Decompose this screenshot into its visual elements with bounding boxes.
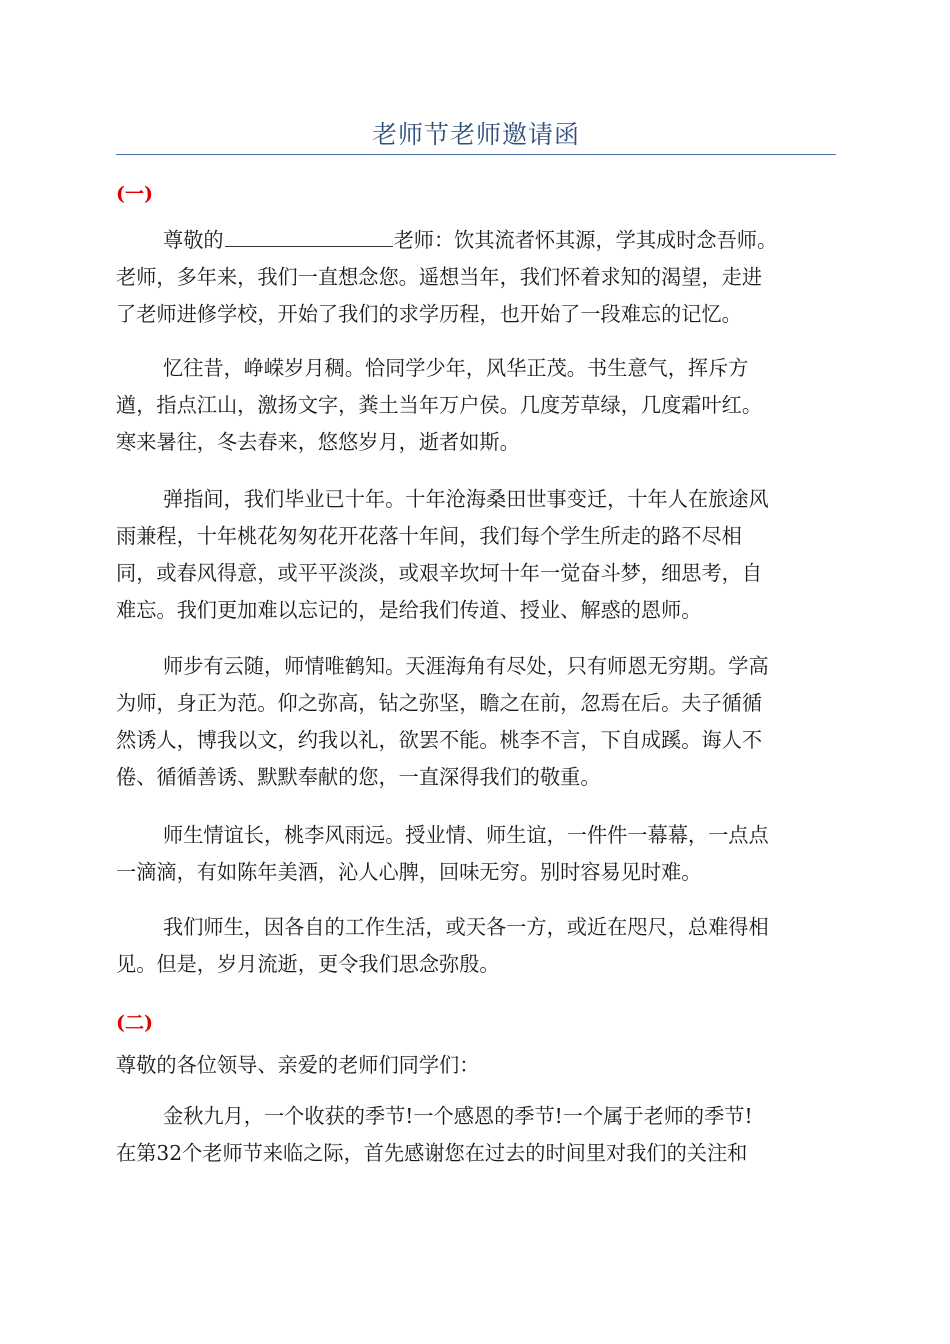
paragraph-line: [116, 222, 836, 259]
section-heading-1: (一): [116, 183, 153, 205]
paragraph-line: 为师，身正为范。仰之弥高，钻之弥坚，瞻之在前，忽焉在后。夫子循循: [116, 691, 763, 715]
paragraph-line: 倦、循循善诱、默默奉献的您，一直深得我们的敬重。: [116, 765, 601, 789]
salutation-rest: 老师：饮其流者怀其源，学其成时念吾师。: [393, 228, 778, 252]
salutation-2: [116, 1047, 836, 1084]
paragraph-line: 尊敬的各位领导、亲爱的老师们同学们：: [116, 1053, 480, 1077]
section-heading-2: (二): [116, 1012, 153, 1034]
paragraph-line: 了老师进修学校，开始了我们的求学历程，也开始了一段难忘的记忆。: [116, 302, 742, 326]
paragraph-line: 我们师生，因各自的工作生活，或天各一方，或近在咫尺，总难得相: [163, 915, 769, 939]
title-divider: [116, 154, 836, 155]
paragraph-line: 忆往昔，峥嵘岁月稠。恰同学少年，风华正茂。书生意气，挥斥方: [163, 356, 749, 380]
paragraph-3: [116, 481, 836, 629]
paragraph-line: 师步有云随，师情唯鹤知。天涯海角有尽处，只有师恩无穷期。学高: [163, 654, 769, 678]
paragraph-line: 雨兼程，十年桃花匆匆花开花落十年间，我们每个学生所走的路不尽相: [116, 524, 742, 548]
paragraph-7: [116, 1098, 836, 1172]
salutation-lead: 尊敬的: [163, 228, 224, 252]
paragraph-line: 难忘。我们更加难以忘记的，是给我们传道、授业、解惑的恩师。: [116, 598, 702, 622]
paragraph-line: 同，或春风得意，或平平淡淡，或艰辛坎坷十年一觉奋斗梦，细思考，自: [116, 561, 763, 585]
paragraph-line: 然诱人，博我以文，约我以礼，欲罢不能。桃李不言，下自成蹊。诲人不: [116, 728, 763, 752]
paragraph-4: [116, 648, 836, 796]
paragraph-line: 一滴滴，有如陈年美酒，沁人心脾，回味无穷。别时容易见时难。: [116, 860, 702, 884]
paragraph-1: [116, 222, 836, 333]
paragraph-5: [116, 817, 836, 891]
paragraph-6: [116, 909, 836, 983]
paragraph-line: 师生情谊长，桃李风雨远。授业情、师生谊，一件件一幕幕，一点点: [163, 823, 769, 847]
paragraph-2: [116, 350, 836, 461]
paragraph-line: 寒来暑往，冬去春来，悠悠岁月，逝者如斯。: [116, 430, 520, 454]
document-title: 老师节老师邀请函: [371, 120, 580, 149]
paragraph-line: 见。但是，岁月流逝，更令我们思念弥殷。: [116, 952, 500, 976]
paragraph-line: 遒，指点江山，激扬文字，粪土当年万户侯。几度芳草绿，几度霜叶红。: [116, 393, 763, 417]
paragraph-line: 在第32个老师节来临之际，首先感谢您在过去的时间里对我们的关注和: [116, 1141, 748, 1165]
paragraph-line: 老师，多年来，我们一直想念您。遥想当年，我们怀着求知的渴望，走进: [116, 265, 763, 289]
name-blank-field: [225, 226, 393, 247]
paragraph-line: 金秋九月，一个收获的季节!一个感恩的季节!一个属于老师的季节!: [163, 1104, 753, 1128]
paragraph-line: 弹指间，我们毕业已十年。十年沧海桑田世事变迁，十年人在旅途风: [163, 487, 769, 511]
